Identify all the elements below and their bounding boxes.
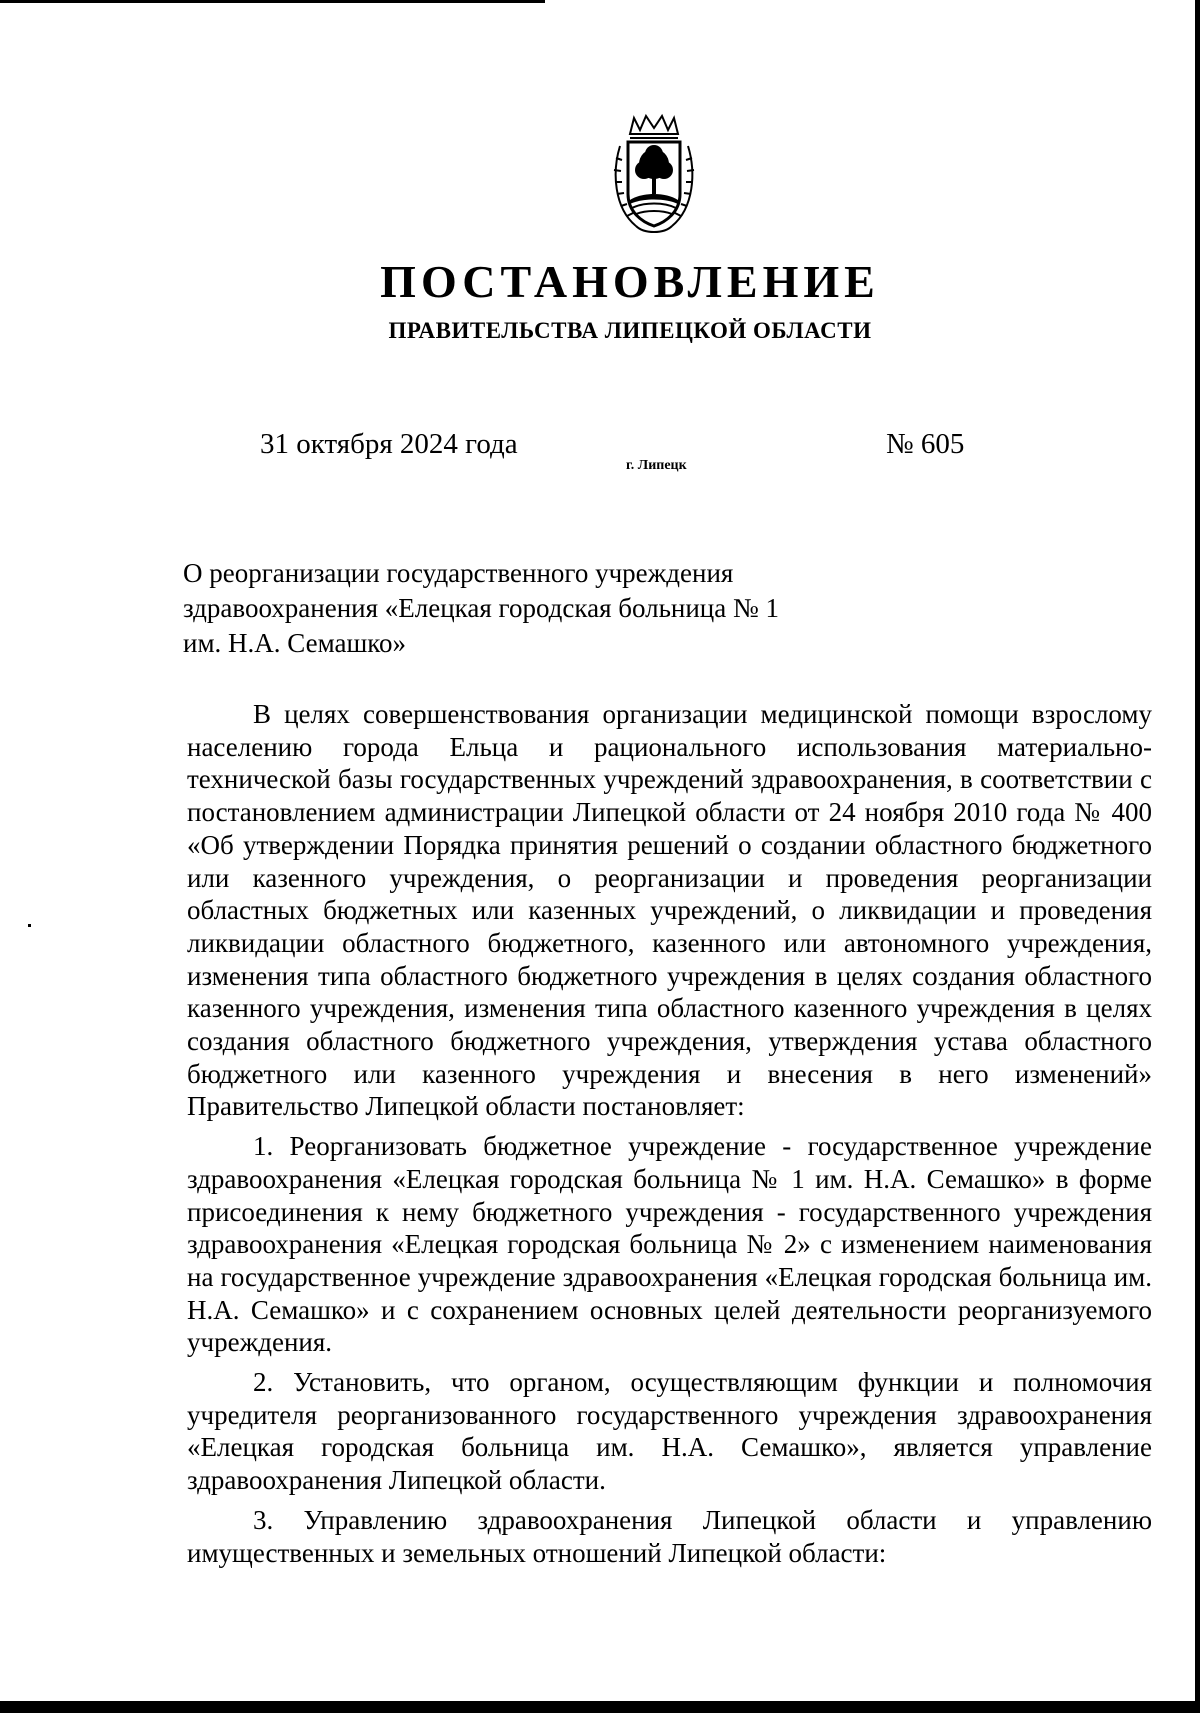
document-body (187, 698, 1152, 1576)
subject-line: здравоохранения «Елецкая городская больница № 1 (183, 593, 780, 623)
item-1-paragraph: 1. Реорганизовать бюджетное учреждение - государственное учреждение здравоохранения «Елецкая городская больница № 1 им. Н.А. Семашко» в форме присоединения к нему бюджетного учреждения - государственного учреждения здравоохранения «Елецкая городская больница № 2» с изменением наименования на государственное учреждение здравоохранения «Елецкая городская больница им. Н.А. Семашко» и с сохранением основных целей деятельности реорганизуемого учреждения. (187, 1131, 1152, 1358)
preamble-paragraph: В целях совершенствования организации медицинской помощи взрослому населению города Ельца и рационального использования материально-технической базы государственных учреждений здравоохранения, в соответствии с постановлением администрации Липецкой области от 24 ноября 2010 года № 400 «Об утверждении Порядка принятия решений о создании областного бюджетного или казенного учреждения, о реорганизации и проведения реорганизации областных бюджетных или казенных учреждений, о ликвидации и проведения ликвидации областного бюджетного, казенного или автономного учреждения, изменения типа областного бюджетного учреждения в целях создания областного казенного учреждения, изменения типа областного казенного учреждения в целях создания областного бюджетного учреждения, утверждения устава областного бюджетного или казенного учреждения и внесения в него изменений» Правительство Липецкой области постановляет: (187, 699, 1152, 1122)
document-title: ПОСТАНОВЛЕНИЕ (380, 256, 880, 307)
item-2-paragraph: 2. Установить, что органом, осуществляющим функции и полномочия учредителя реорганизованного государственного учреждения здравоохранения «Елецкая городская больница им. Н.А. Семашко», является управление здравоохранения Липецкой области. (187, 1367, 1152, 1496)
document-number: № 605 (886, 428, 965, 460)
document-subject (183, 556, 883, 661)
item-3-paragraph: 3. Управлению здравоохранения Липецкой области и управлению имущественных и земельных отношений Липецкой области: (187, 1504, 1152, 1568)
subject-line: им. Н.А. Семашко» (183, 628, 407, 658)
coat-of-arms-icon (606, 112, 702, 240)
scan-border-bottom (0, 1701, 1200, 1713)
scan-border-top (0, 0, 545, 3)
document-subtitle: ПРАВИТЕЛЬСТВА ЛИПЕЦКОЙ ОБЛАСТИ (388, 318, 872, 343)
subject-line: О реорганизации государственного учреждения (183, 558, 734, 588)
document-city: г. Липецк (626, 458, 687, 473)
document-title-block (0, 256, 1200, 308)
scan-speck (28, 924, 31, 927)
document-date: 31 октября 2024 года (260, 428, 518, 460)
